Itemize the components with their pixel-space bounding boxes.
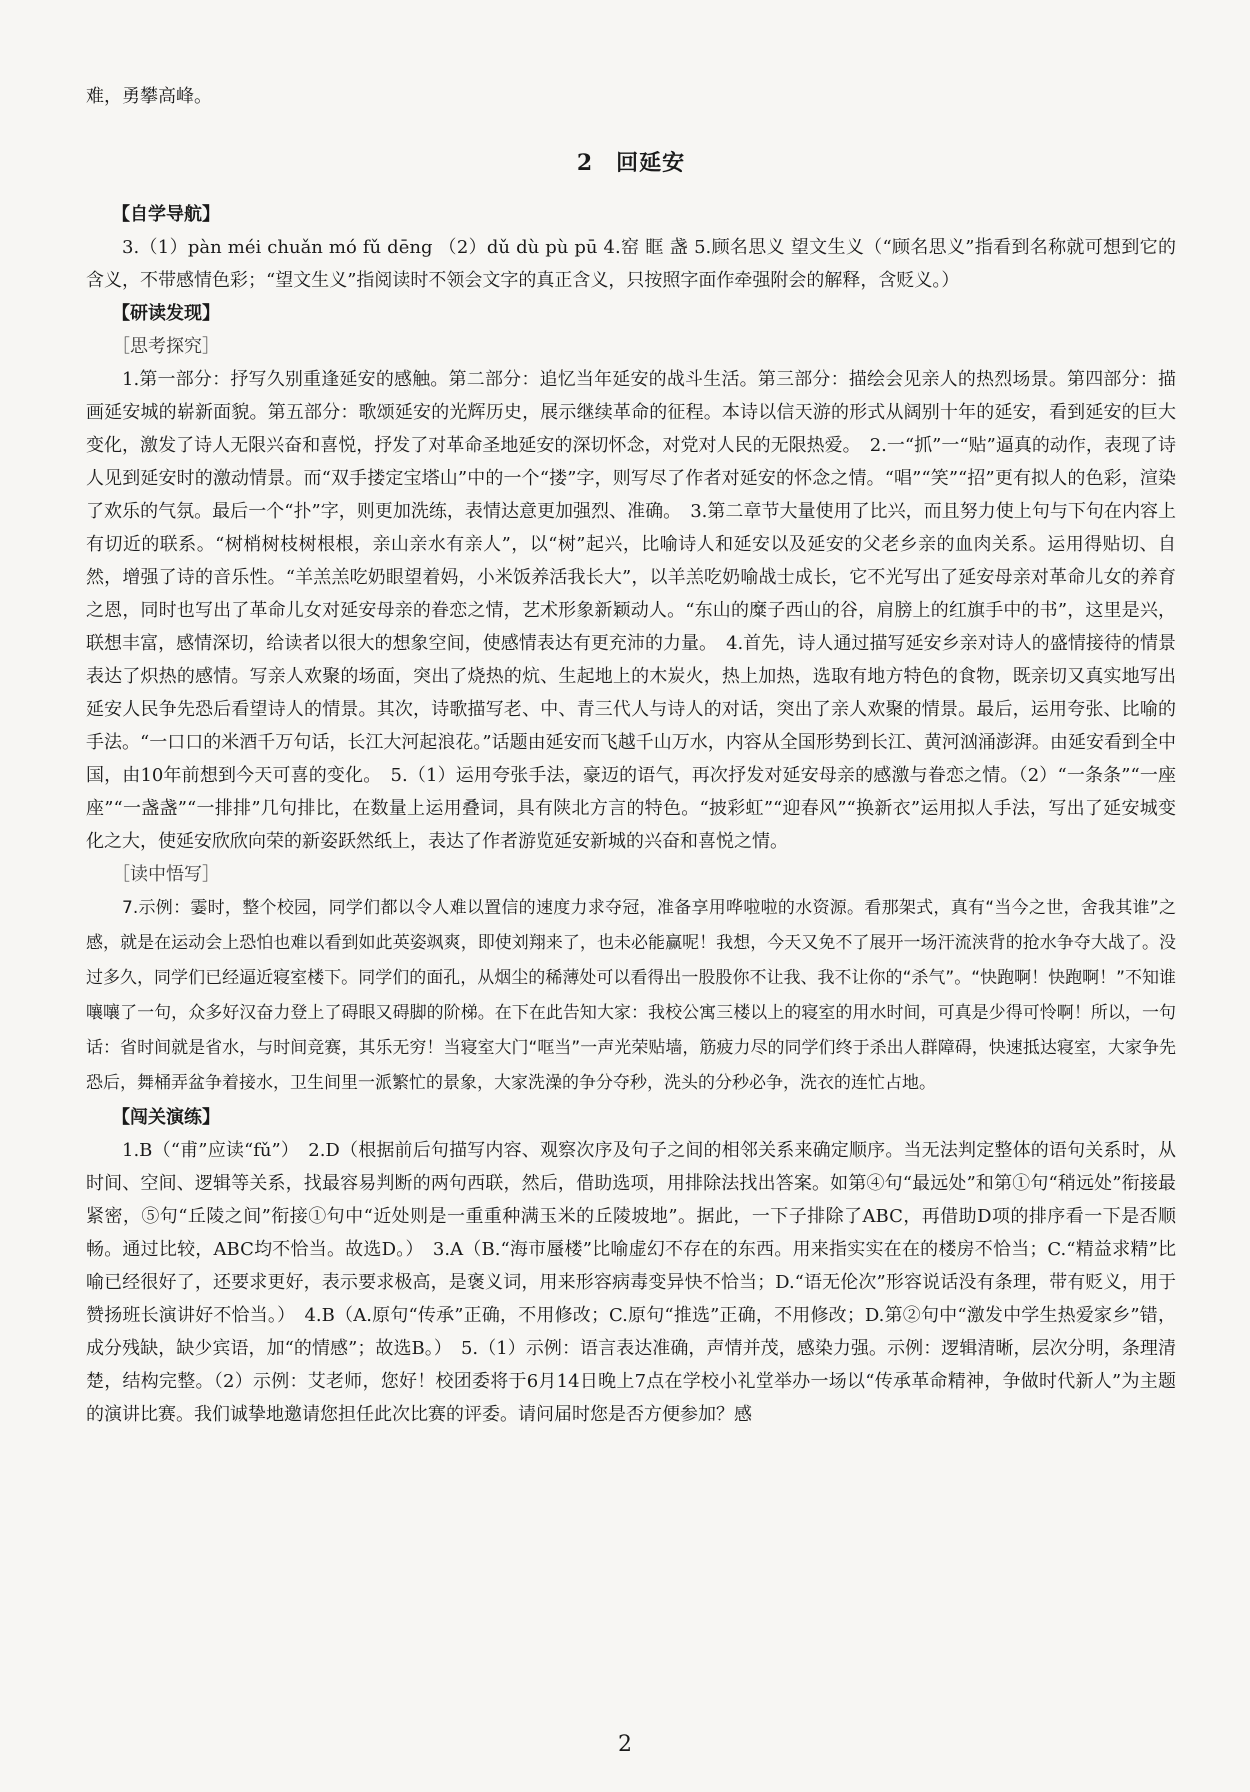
section-heading-zixue: 【自学导航】 <box>112 204 220 225</box>
continued-line: 难，勇攀高峰。 <box>86 86 212 107</box>
section-heading-yandu: 【研读发现】 <box>112 303 220 324</box>
duzhong-example: 7.示例：霎时，整个校园，同学们都以令人难以置信的速度力求夺冠，准备享用哗啦啦的水资源。看那架式，真有“当今之世，舍我其谁”之感，就是在运动会上恐怕也难以看到如此英姿飒爽，即使刘翔来了，也未必能赢呢！我想，今天又免不了展开一场汗流浃背的抢水争夺大战了。没过多久，同学们已经逼近寝室楼下。同学们的面孔，从烟尘的稀薄处可以看得出一股股你不让我、我不让你的“杀气”。“快跑啊！快跑啊！”不知谁嚷嚷了一句，众多好汉奋力登上了碍眼又碍脚的阶梯。在下在此告知大家：我校公寓三楼以上的寝室的用水时间，可真是少得可怜啊！所以，一句话：省时间就是省水，与时间竞赛，其乐无穷！当寝室大门“哐当”一声光荣贴墙，筋疲力尽的同学们终于杀出人群障碍，快速抵达寝室，大家争先恐后，舞桶弄盆争着接水，卫生间里一派繁忙的景象，大家洗澡的争分夺秒，洗头的分秒必争，洗衣的连忙占地。 <box>86 898 1176 1093</box>
subheading-duzhong: ［读中悟写］ <box>112 864 220 885</box>
page-content <box>86 80 1176 1431</box>
subheading-sikao: ［思考探究］ <box>112 336 220 357</box>
page-number: 2 <box>618 1732 632 1757</box>
sikao-answers: 1.第一部分：抒写久别重逢延安的感触。第二部分：追忆当年延安的战斗生活。第三部分：描绘会见亲人的热烈场景。第四部分：描画延安城的崭新面貌。第五部分：歌颂延安的光辉历史，展示继续革命的征程。本诗以信天游的形式从阔别十年的延安，看到延安的巨大变化，激发了诗人无限兴奋和喜悦，抒发了对革命圣地延安的深切怀念，对党对人民的无限热爱。 2.一“抓”一“贴”逼真的动作，表现了诗人见到延安时的激动情景。而“双手搂定宝塔山”中的一个“搂”字，则写尽了作者对延安的怀念之情。“唱”“笑”“招”更有拟人的色彩，渲染了欢乐的气氛。最后一个“扑”字，则更加洗练，表情达意更加强烈、准确。 3.第二章节大量使用了比兴，而且努力使上句与下句在内容上有切近的联系。“树梢树枝树根根，亲山亲水有亲人”，以“树”起兴，比喻诗人和延安以及延安的父老乡亲的血肉关系。运用得贴切、自然，增强了诗的音乐性。“羊羔羔吃奶眼望着妈，小米饭养活我长大”，以羊羔吃奶喻战士成长，它不光写出了延安母亲对革命儿女的养育之恩，同时也写出了革命儿女对延安母亲的眷恋之情，艺术形象新颖动人。“东山的糜子西山的谷，肩膀上的红旗手中的书”，这里是兴，联想丰富，感情深切，给读者以很大的想象空间，使感情表达有更充沛的力量。 4.首先，诗人通过描写延安乡亲对诗人的盛情接待的情景表达了炽热的感情。写亲人欢聚的场面，突出了烧热的炕、生起地上的木炭火，热上加热，选取有地方特色的食物，既亲切又真实地写出延安人民争先恐后看望诗人的情景。其次，诗歌描写老、中、青三代人与诗人的对话，突出了亲人欢聚的情景。最后，运用夸张、比喻的手法。“一口口的米酒千万句话，长江大河起浪花。”话题由延安而飞越千山万水，内容从全国形势到长江、黄河汹涌澎湃。由延安看到全中国，由10年前想到今天可喜的变化。 5.（1）运用夸张手法，豪迈的语气，再次抒发对延安母亲的感激与眷恋之情。（2）“一条条”“一座座”“一盏盏”“一排排”几句排比，在数量上运用叠词，具有陕北方言的特色。“披彩虹”“迎春风”“换新衣”运用拟人手法，写出了延安城变化之大，使延安欣欣向荣的新姿跃然纸上，表达了作者游览延安新城的兴奋和喜悦之情。 <box>86 369 1177 852</box>
chuangguan-answers: 1.B（“甫”应读“fǔ”） 2.D（根据前后句描写内容、观察次序及句子之间的相邻关系来确定顺序。当无法判定整体的语句关系时，从时间、空间、逻辑等关系，找最容易判断的两句西联，然后，借助选项，用排除法找出答案。如第④句“最远处”和第①句“稍远处”衔接最紧密，⑤句“丘陵之间”衔接①句中“近处则是一重重种满玉米的丘陵坡地”。据此，一下子排除了ABC，再借助D项的排序看一下是否顺畅。通过比较，ABC均不恰当。故选D。） 3.A（B.“海市蜃楼”比喻虚幻不存在的东西。用来指实实在在的楼房不恰当；C.“精益求精”比喻已经很好了，还要求更好，表示要求极高，是褒义词，用来形容病毒变异快不恰当；D.“语无伦次”形容说话没有条理，带有贬义，用于赞扬班长演讲好不恰当。） 4.B（A.原句“传承”正确，不用修改；C.原句“推选”正确，不用修改；D.第②句中“激发中学生热爱家乡”错，成分残缺，缺少宾语，加“的情感”；故选B。） 5.（1）示例：语言表达准确，声情并茂，感染力强。示例：逻辑清晰，层次分明，条理清楚，结构完整。（2）示例：艾老师，您好！校团委将于6月14日晚上7点在学校小礼堂举办一场以“传承革命精神，争做时代新人”为主题的演讲比赛。我们诚挚地邀请您担任此次比赛的评委。请问届时您是否方便参加？感 <box>86 1140 1176 1425</box>
section-heading-chuangguan: 【闯关演练】 <box>112 1107 220 1128</box>
lesson-title: 2 回延安 <box>576 150 686 176</box>
zixue-answers: 3.（1）pàn méi chuǎn mó fǔ dēng （2）dǔ dù pù pū 4.窑 眶 盏 5.顾名思义 望文生义（“顾名思义”指看到名称就可想到它的含义，不带感情色彩；“望文生义”指阅读时不领会文字的真正含义，只按照字面作牵强附会的解释，含贬义。） <box>86 237 1176 291</box>
